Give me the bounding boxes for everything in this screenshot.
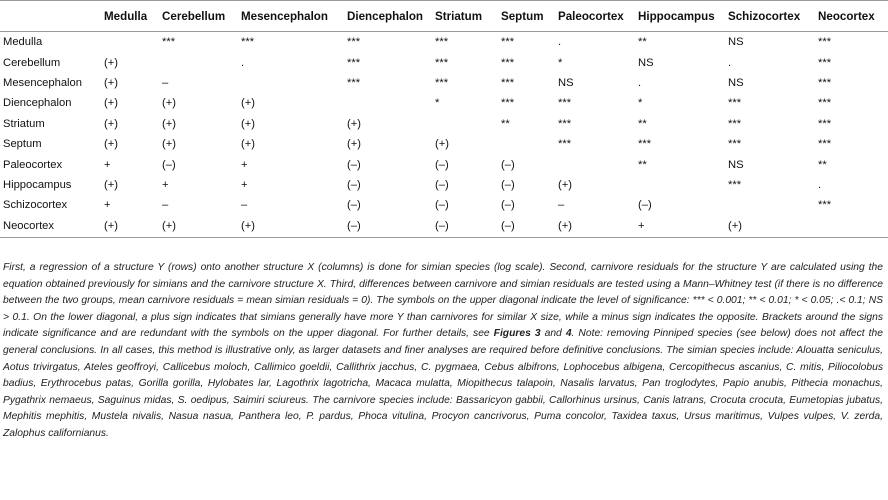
table-cell: (+)	[162, 138, 176, 151]
table-cell: (+)	[100, 216, 158, 238]
table-cell: ***	[728, 138, 742, 151]
column-header: Cerebellum	[158, 1, 237, 32]
table-cell: (–)	[497, 216, 554, 238]
table-cell: (–)	[501, 178, 515, 191]
column-header: Mesencephalon	[237, 1, 343, 32]
table-cell: ***	[818, 36, 832, 49]
table-cell: **	[638, 158, 647, 171]
table-cell: (+)	[104, 76, 118, 89]
table-cell	[237, 73, 343, 93]
row-label: Neocortex	[0, 216, 100, 238]
table-row	[0, 134, 888, 154]
table-row	[0, 114, 888, 134]
table-row	[0, 93, 888, 113]
table-cell: (–)	[347, 158, 361, 171]
table-cell: ***	[501, 56, 515, 69]
table-cell: (+)	[158, 216, 237, 238]
table-cell: ***	[435, 56, 449, 69]
table-cell: (+)	[435, 138, 449, 151]
table-cell: ***	[501, 76, 515, 89]
table-cell: (+)	[241, 117, 255, 130]
row-label: Schizocortex	[3, 199, 68, 212]
table-cell: +	[162, 178, 169, 191]
table-cell: ***	[347, 56, 361, 69]
table-cell: ***	[435, 36, 449, 49]
table-cell: ***	[558, 97, 572, 110]
table-cell: ***	[818, 97, 832, 110]
table-cell	[343, 93, 431, 113]
row-label: Medulla	[3, 36, 43, 49]
table-cell	[724, 195, 814, 215]
table-cell: –	[162, 76, 169, 89]
table-cell: (+)	[162, 117, 176, 130]
table-cell: ***	[818, 138, 832, 151]
column-header: Neocortex	[814, 1, 888, 32]
table-cell: (+)	[347, 138, 361, 151]
table-cell: ***	[347, 36, 361, 49]
table-cell: (+)	[104, 117, 118, 130]
table-cell: (–)	[435, 178, 449, 191]
table-row	[0, 154, 888, 174]
table-cell: +	[241, 178, 248, 191]
row-label: Cerebellum	[3, 56, 61, 69]
table-cell: ***	[818, 199, 832, 212]
table-cell: ***	[728, 117, 742, 130]
table-cell: .	[818, 178, 822, 191]
table-cell	[100, 32, 158, 53]
table-row	[0, 195, 888, 215]
table-cell: **	[638, 36, 647, 49]
table-cell: ***	[728, 178, 742, 191]
table-cell: ***	[638, 138, 652, 151]
table-cell: (+)	[347, 117, 361, 130]
table-row	[0, 32, 888, 53]
column-header	[0, 1, 100, 32]
table-cell: (–)	[501, 199, 515, 212]
row-label: Diencephalon	[3, 97, 72, 110]
table-cell: *	[435, 97, 440, 110]
table-cell: *	[558, 56, 563, 69]
table-cell: (+)	[104, 56, 118, 69]
column-header: Septum	[497, 1, 554, 32]
table-cell: **	[638, 117, 647, 130]
row-label: Paleocortex	[3, 158, 63, 171]
table-cell: .	[558, 36, 562, 49]
table-cell	[634, 175, 724, 195]
table-cell: ***	[818, 56, 832, 69]
figure-reference: Figures 3	[493, 328, 541, 340]
column-header: Striatum	[431, 1, 497, 32]
table-cell: (–)	[431, 216, 497, 238]
table-cell: –	[241, 199, 248, 212]
table-cell: (–)	[162, 158, 176, 171]
table-cell: **	[818, 158, 827, 171]
table-row	[0, 216, 888, 238]
row-label: Striatum	[3, 117, 45, 130]
table-cell: (+)	[558, 178, 572, 191]
table-cell: (+)	[104, 97, 118, 110]
table-cell: (–)	[435, 158, 449, 171]
table-cell: (–)	[343, 216, 431, 238]
significance-matrix-table	[0, 0, 888, 238]
table-row	[0, 52, 888, 72]
table-row	[0, 175, 888, 195]
table-cell: (–)	[435, 199, 449, 212]
column-header: Hippocampus	[634, 1, 724, 32]
table-row	[0, 73, 888, 93]
table-cell	[158, 52, 237, 72]
table-cell: ***	[501, 97, 515, 110]
table-cell: ***	[347, 76, 361, 89]
table-cell: +	[104, 199, 111, 212]
table-cell: NS	[728, 36, 744, 49]
table-cell: +	[104, 158, 111, 171]
table-cell: ***	[241, 36, 255, 49]
table-cell	[814, 216, 888, 238]
table-cell: ***	[435, 76, 449, 89]
table-cell: NS	[728, 158, 744, 171]
table-cell: ***	[728, 97, 742, 110]
row-label: Hippocampus	[3, 178, 72, 191]
table-cell	[554, 154, 634, 174]
table-cell: NS	[558, 76, 574, 89]
table-cell: (+)	[724, 216, 814, 238]
table-cell: (+)	[554, 216, 634, 238]
table-cell: –	[162, 199, 169, 212]
table-cell: NS	[638, 56, 654, 69]
table-cell: **	[501, 117, 510, 130]
table-cell: ***	[558, 138, 572, 151]
table-cell: ***	[818, 117, 832, 130]
table-cell: (+)	[104, 138, 118, 151]
table-cell: .	[638, 76, 642, 89]
column-header: Medulla	[100, 1, 158, 32]
table-cell: NS	[728, 76, 744, 89]
table-cell	[497, 134, 554, 154]
table-cell	[431, 114, 497, 134]
table-cell: ***	[818, 76, 832, 89]
table-cell: +	[241, 158, 248, 171]
figure-reference: 4	[565, 328, 572, 340]
table-cell: .	[728, 56, 732, 69]
table-caption	[3, 260, 883, 443]
table-cell: ***	[558, 117, 572, 130]
caption-text: and	[540, 328, 566, 340]
row-label: Mesencephalon	[3, 76, 82, 89]
caption-text: First, a regression of a structure Y (rows) onto another structure X (columns) is done for simian species (log scale). Second, carnivore residuals for the structure Y are calculated using the equation obtained previously for simians and the carnivore structure X. Third, differences between carnivore and simian residuals are tested using a Mann–Whitney test (if there is no difference between the two groups, mean carnivore residuals = mean simian residuals = 0). The symbols on the upper diagonal indicate the level of significance: *** < 0.001; ** < 0.01; * < 0.05; .< 0.1; NS > 0.1. On the lower diagonal, a plus sign indicates that simians generally have more Y than carnivores for similar X size, while a minus sign indicates the opposite. Brackets around the signs indicate significance and are redundant with the symbols on the upper diagonal. For further details, see	[3, 262, 883, 340]
table-cell: *	[638, 97, 643, 110]
table-cell: (+)	[241, 138, 255, 151]
column-header: Paleocortex	[554, 1, 634, 32]
row-label: Septum	[3, 138, 42, 151]
table-cell: .	[241, 56, 245, 69]
table-header-row	[0, 1, 888, 32]
caption-text: . Note: removing Pinniped species (see below) does not affect the general conclusions. In all cases, this method is illustrative only, as larger datasets and finer analyses are required before definitive conclusions. The simian species include: Alouatta seniculus, Aotus trivirgatus, Ateles geoffroyi, Callicebus moloch, Callimico goeldii, Callithrix jacchus, C. pygmaea, Cebus albifrons, Lophocebus albigena, Cercopithecus ascanius, C. mitis, Piliocolobus badius, Erythrocebus patas, Gorilla gorilla, Hylobates lar, Lagothrix lagotricha, Macaca mulatta, Miopithecus talapoin, Nasalis larvatus, Pan troglodytes, Papio anubis, Pithecia monachus, Pygathrix nemaeus, Saguinus midas, S. oedipus, Saimiri sciureus. The carnivore species include: Bassaricyon gabbii, Callorhinus ursinus, Canis latrans, Crocuta crocuta, Eumetopias jubatus, Mephitis mephitis, Mustela nivalis, Nasua nasua, Panthera leo, P. pardus, Phoca vitulina, Procyon cancrivorus, Puma concolor, Taxidea taxus, Ursus maritimus, Vulpes vulpes, V. zerda, Zalophus californianus.	[3, 328, 883, 439]
table-cell: –	[558, 199, 565, 212]
table-body	[0, 32, 888, 238]
table-cell: (–)	[347, 199, 361, 212]
table-cell: (–)	[347, 178, 361, 191]
table-cell: (–)	[638, 199, 652, 212]
table-cell: +	[634, 216, 724, 238]
table-cell: (+)	[104, 178, 118, 191]
column-header: Diencephalon	[343, 1, 431, 32]
table-cell: ***	[501, 36, 515, 49]
column-header: Schizocortex	[724, 1, 814, 32]
table-cell: (+)	[237, 216, 343, 238]
table-cell: (+)	[162, 97, 176, 110]
table-cell: (–)	[501, 158, 515, 171]
table-cell: ***	[162, 36, 176, 49]
table-cell: (+)	[241, 97, 255, 110]
